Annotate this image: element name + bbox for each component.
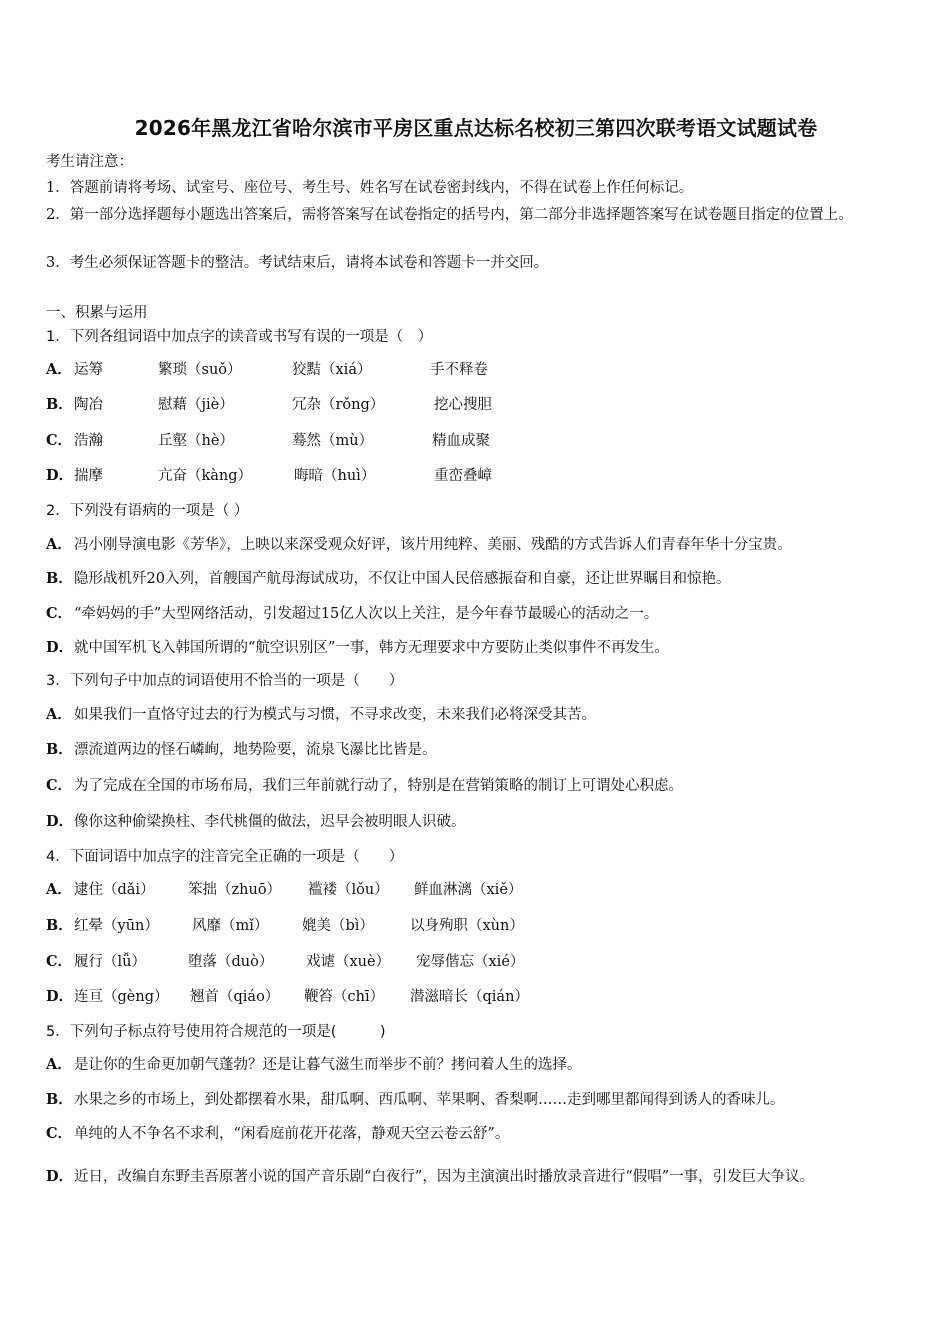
q2-option-d[interactable] [46,638,669,658]
q1-stem: 1．下列各组词语中加点字的读音或书写有误的一项是（ ） [46,329,433,345]
word: 笨拙（zhuō） [188,882,282,898]
option-text: 近日，改编自东野圭吾原著小说的国产音乐剧“白夜行”，因为主演演出时播放录音进行“假唱”一事，引发巨大争议。 [74,1169,815,1185]
word: 堕落（duò） [188,954,274,970]
word: 繁琐（suǒ） [158,362,242,378]
option-text: “牵妈妈的手”大型网络活动，引发超过15亿人次以上关注，是今年春节最暖心的活动之一。 [74,606,659,622]
option-letter: A． [46,536,72,553]
q3-stem: 3．下列句子中加点的词语使用不恰当的一项是（ ） [46,673,404,689]
option-text: 如果我们一直恪守过去的行为模式与习惯，不寻求改变，未来我们必将深受其苦。 [74,707,596,723]
word: 重峦叠嶂 [434,468,492,484]
q2-option-a[interactable] [46,535,792,555]
word: 陶冶 [74,397,103,413]
q5-option-c[interactable] [46,1124,509,1144]
option-letter: C． [46,432,73,449]
word: 冗杂（rǒng） [292,397,385,413]
option-letter: C． [46,605,73,622]
option-letter: D． [46,813,74,830]
word: 以身殉职（xùn） [410,918,524,934]
word: 连亘（gèng） [74,989,169,1005]
word: 狡黠（xiá） [292,362,372,378]
word: 亢奋（kàng） [158,468,253,484]
option-text: 隐形战机歼20入列，首艘国产航母海试成功，不仅让中国人民倍感振奋和自豪，还让世界瞩目和惊艳。 [74,571,731,587]
q3-option-b[interactable] [46,740,437,760]
option-text: 像你这种偷梁换柱、李代桃僵的做法，迟早会被明眼人识破。 [74,814,466,830]
option-letter: B． [46,396,73,413]
option-text: 为了完成在全国的市场布局，我们三年前就行动了，特别是在营销策略的制订上可谓处心积虑。 [74,778,683,794]
q3-option-c[interactable] [46,776,683,796]
q5-option-d[interactable] [46,1158,906,1196]
word: 翘首（qiáo） [190,989,280,1005]
q1-option-c[interactable] [46,431,906,451]
word: 揣摩 [74,468,103,484]
word: 手不释卷 [430,362,488,378]
q1-option-d[interactable] [46,466,906,486]
option-letter: C． [46,953,73,970]
option-letter: A． [46,881,72,898]
q4-option-d[interactable] [46,987,906,1007]
option-letter: D． [46,639,74,656]
notice-heading: 考生请注意： [46,154,133,170]
option-text: 是让你的生命更加朝气蓬勃？还是让暮气滋生而举步不前？拷问着人生的选择。 [74,1057,582,1073]
notice-item-1: 1．答题前请将考场、试室号、座位号、考生号、姓名写在试卷密封线内，不得在试卷上作任何标记。 [46,180,694,196]
word: 鲜血淋漓（xiě） [414,882,523,898]
page-title: 2026年黑龙江省哈尔滨市平房区重点达标名校初三第四次联考语文试题试卷 [134,116,818,140]
option-letter: B． [46,741,73,758]
option-text: 漂流道两边的怪石嶙峋，地势险要，流泉飞瀑比比皆是。 [74,742,437,758]
option-letter: D． [46,467,74,484]
option-letter: B． [46,1091,73,1108]
word: 红晕（yūn） [74,918,159,934]
q1-option-b[interactable] [46,395,906,415]
word: 浩瀚 [74,433,103,449]
notice-item-3: 3．考生必须保证答题卡的整洁。考试结束后，请将本试卷和答题卡一并交回。 [46,255,549,271]
option-letter: C． [46,1125,73,1142]
word: 慰藉（jiè） [158,397,234,413]
word: 媲美（bì） [302,918,374,934]
word: 逮住（dǎi） [74,882,155,898]
section-heading: 一、积累与运用 [46,305,148,321]
option-letter: D． [46,988,74,1005]
option-letter: A． [46,361,72,378]
option-letter: B． [46,570,73,587]
option-letter: B． [46,917,73,934]
q2-stem: 2．下列没有语病的一项是（ ） [46,503,249,519]
q2-option-b[interactable] [46,569,730,589]
q3-option-a[interactable] [46,705,596,725]
q4-option-a[interactable] [46,880,906,900]
q4-option-b[interactable] [46,916,906,936]
word: 精血成聚 [432,433,490,449]
option-letter: C． [46,777,73,794]
q4-option-c[interactable] [46,952,906,972]
word: 戏谑（xuè） [306,954,391,970]
word: 宠辱偕忘（xié） [416,954,525,970]
option-text: 水果之乡的市场上，到处都摆着水果，甜瓜啊、西瓜啊、苹果啊、香梨啊……走到哪里都闻得到诱人的香味儿。 [74,1092,785,1108]
word: 晦暗（huì） [294,468,376,484]
word: 鞭笞（chī） [304,989,385,1005]
option-letter: A． [46,706,72,723]
option-letter: D． [46,1168,74,1185]
word: 褴褛（lǒu） [308,882,389,898]
word: 运筹 [74,362,103,378]
word: 风靡（mǐ） [192,918,269,934]
option-text: 单纯的人不争名不求利，“闲看庭前花开花落，静观天空云卷云舒”。 [74,1126,510,1142]
option-text: 就中国军机飞入韩国所谓的“航空识别区”一事，韩方无理要求中方要防止类似事件不再发生。 [74,640,669,656]
notice-item-2: 2．第一部分选择题每小题选出答案后，需将答案写在试卷指定的括号内，第二部分非选择题答案写在试卷题目指定的位置上。 [46,207,853,223]
q5-option-b[interactable] [46,1090,785,1110]
word: 丘壑（hè） [158,433,234,449]
q5-option-a[interactable] [46,1055,582,1075]
q2-option-c[interactable] [46,604,658,624]
word: 蓦然（mù） [292,433,374,449]
q1-option-a[interactable] [46,360,906,380]
q3-option-d[interactable] [46,812,466,832]
option-letter: A． [46,1056,72,1073]
q5-stem: 5．下列句子标点符号使用符合规范的一项是( ) [46,1024,386,1040]
q4-stem: 4．下面词语中加点字的注音完全正确的一项是（ ） [46,849,404,865]
word: 潜滋暗长（qián） [410,989,529,1005]
word: 履行（lǚ） [74,954,146,970]
word: 挖心搜胆 [434,397,492,413]
option-text: 冯小刚导演电影《芳华》，上映以来深受观众好评，该片用纯粹、美丽、残酷的方式告诉人们青春年华十分宝贵。 [74,537,792,553]
